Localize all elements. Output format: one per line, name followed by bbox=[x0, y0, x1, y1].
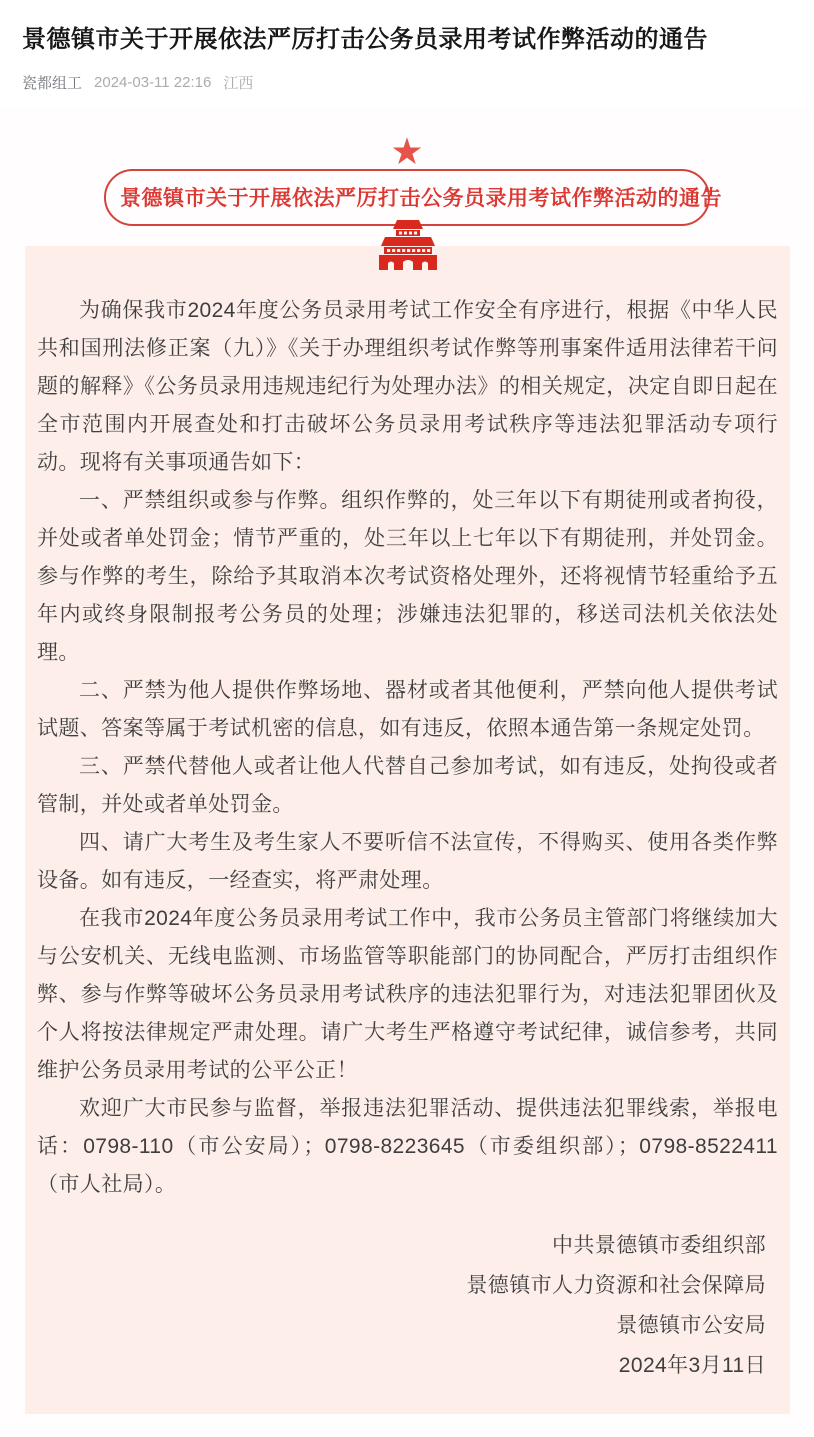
notice-date: 2024年3月11日 bbox=[618, 1354, 766, 1378]
star-icon: ★ bbox=[390, 131, 424, 173]
byline bbox=[22, 72, 792, 93]
signature-block bbox=[37, 1226, 778, 1386]
signature-line: 景德镇市人力资源和社会保障局 bbox=[466, 1274, 766, 1298]
notice-paragraph: 欢迎广大市民参与监督，举报违法犯罪活动、提供违法犯罪线索，举报电话：0798-110（市公安局）；0798-8223645（市委组织部）；0798-8522411（市人社局）。 bbox=[37, 1097, 778, 1197]
banner-wrap bbox=[104, 131, 722, 226]
paragraph-list bbox=[37, 292, 778, 1204]
signature-list bbox=[37, 1226, 766, 1346]
notice-paragraph: 在我市2024年度公务员录用考试工作中，我市公务员主管部门将继续加大与公安机关、无线电监测、市场监管等职能部门的协同配合，严厉打击组织作弊、参与作弊等破坏公务员录用考试秩序的违法犯罪行为，对违法犯罪团伙及个人将按法律规定严肃处理。请广大考生严格遵守考试纪律，诚信参考，共同维护公务员录用考试的公平公正！ bbox=[37, 907, 778, 1083]
region-label: 江西 bbox=[223, 75, 254, 93]
signature-line: 景德镇市公安局 bbox=[616, 1314, 766, 1338]
account-name-link[interactable]: 瓷都组工 bbox=[22, 75, 83, 93]
notice-body bbox=[25, 246, 790, 1414]
banner-title: 景德镇市关于开展依法严厉打击公务员录用考试作弊活动的通告 bbox=[120, 187, 722, 211]
content-wrap bbox=[25, 246, 790, 1414]
tiananmen-icon bbox=[376, 219, 440, 271]
signature-line: 中共景德镇市委组织部 bbox=[552, 1234, 766, 1258]
notice-paragraph: 为确保我市2024年度公务员录用考试工作安全有序进行，根据《中华人民共和国刑法修正案（九）》《关于办理组织考试作弊等刑事案件适用法律若干问题的解释》《公务员录用违规违纪行为处理办法》的相关规定，决定自即日起在全市范围内开展查处和打击破坏公务员录用考试秩序等违法犯罪活动专项行动。现将有关事项通告如下： bbox=[37, 299, 778, 475]
publish-timestamp: 2024-03-11 22:16 bbox=[94, 74, 212, 92]
notice-banner bbox=[104, 169, 722, 226]
notice-paragraph: 三、严禁代替他人或者让他人代替自己参加考试，如有违反，处拘役或者管制，并处或者单处罚金。 bbox=[37, 755, 778, 817]
notice-poster bbox=[0, 107, 814, 1437]
notice-paragraph: 二、严禁为他人提供作弊场地、器材或者其他便利，严禁向他人提供考试试题、答案等属于考试机密的信息，如有违反，依照本通告第一条规定处罚。 bbox=[37, 679, 778, 741]
notice-paragraph: 四、请广大考生及考生家人不要听信不法宣传，不得购买、使用各类作弊设备。如有违反，一经查实，将严肃处理。 bbox=[37, 831, 778, 893]
article-header bbox=[0, 0, 814, 107]
article-title: 景德镇市关于开展依法严厉打击公务员录用考试作弊活动的通告 bbox=[22, 26, 708, 53]
notice-paragraph: 一、严禁组织或参与作弊。组织作弊的，处三年以下有期徒刑或者拘役，并处或者单处罚金；情节严重的，处三年以上七年以下有期徒刑，并处罚金。参与作弊的考生，除给予其取消本次考试资格处理外，还将视情节轻重给予五年内或终身限制报考公务员的处理；涉嫌违法犯罪的，移送司法机关依法处理。 bbox=[37, 489, 778, 665]
